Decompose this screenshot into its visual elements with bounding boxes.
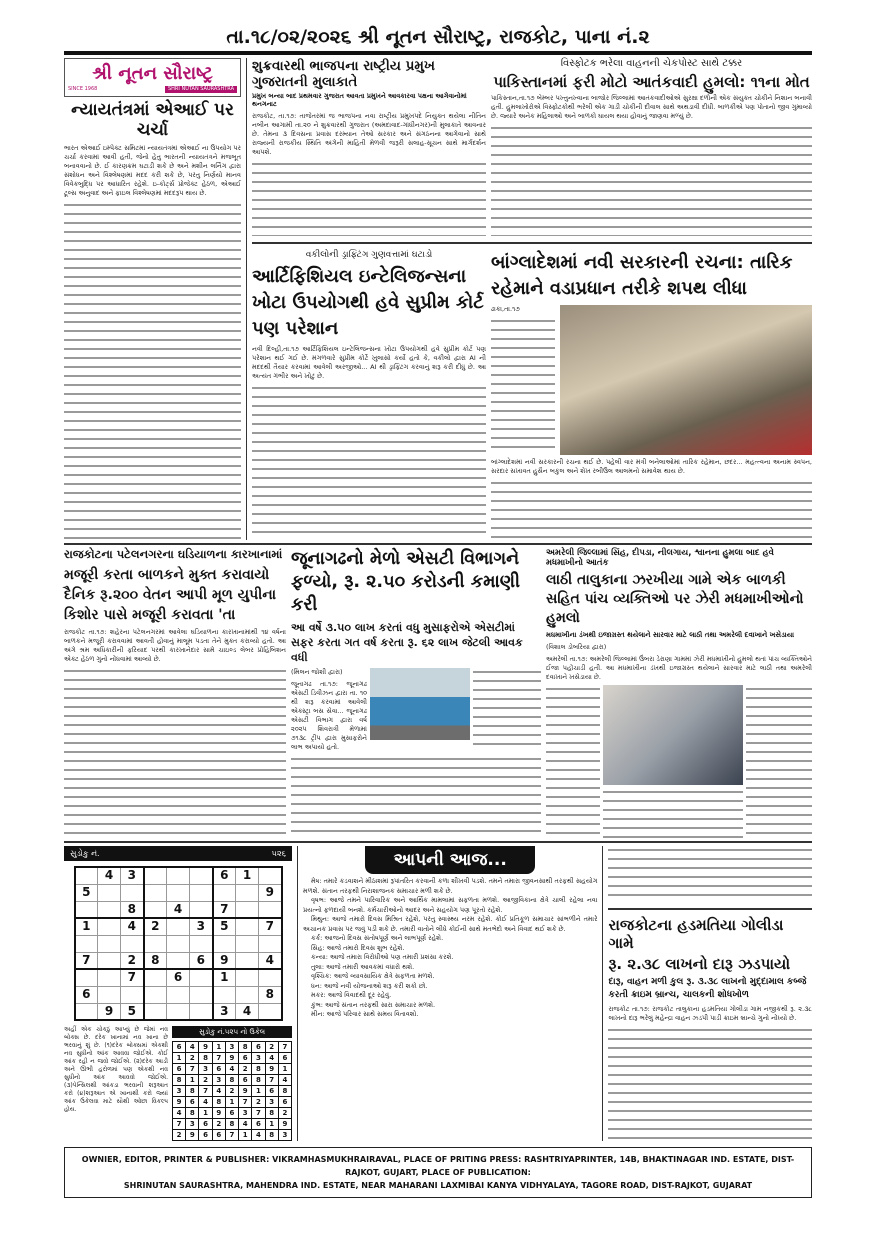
grid-cell: 4 bbox=[98, 867, 121, 884]
grid-cell bbox=[259, 969, 282, 986]
grid-cell: 7 bbox=[212, 1053, 225, 1064]
grid-row bbox=[173, 1130, 292, 1141]
grid-cell: 4 bbox=[225, 1064, 238, 1075]
grid-cell: 8 bbox=[225, 1119, 238, 1130]
grid-cell: 9 bbox=[265, 1064, 278, 1075]
grid-row bbox=[75, 867, 282, 884]
grid-cell: 4 bbox=[236, 1003, 259, 1020]
grid-cell: 3 bbox=[212, 1075, 225, 1086]
subhead-junagadh: આ વર્ષે ૩.૫૦ લાખ કરતાં વધુ મુસાફરોએ એસટીમાં સફર કરતા ગત વર્ષ કરતા રૂ. ૬૨ લાખ જેટલી આવક વધી bbox=[291, 621, 523, 664]
grid-cell: 4 bbox=[121, 918, 144, 935]
grid-cell bbox=[98, 901, 121, 918]
article-ai-court-text bbox=[252, 384, 486, 540]
grid-cell bbox=[144, 867, 167, 884]
article-junagadh-text bbox=[291, 755, 541, 838]
grid-cell: 2 bbox=[144, 918, 167, 935]
article-amreli-text bbox=[546, 685, 600, 838]
grid-cell: 8 bbox=[259, 986, 282, 1003]
horoscope-section bbox=[303, 846, 597, 1141]
grid-cell: 9 bbox=[213, 952, 236, 969]
grid-cell bbox=[190, 1003, 213, 1020]
grid-cell: 3 bbox=[173, 1086, 186, 1097]
article-bangladesh-body: બાંગ્લાદેશમાં નવી સરકારની રચના થઈ છે. પહેલી વાર મંત્રી બનેલાઓમાં તારિક રહેમાન, છદર... મહત્ત્વના અનામ સ્વપન, સરદાર સખાવત હુસૈન બકુલ અને શેખ રબીઉલ આલમનો સમાવેશ થાય છે. bbox=[491, 458, 812, 475]
grid-cell: 9 bbox=[199, 1042, 212, 1053]
grid-cell: 2 bbox=[186, 1053, 199, 1064]
right-block bbox=[252, 58, 812, 540]
grid-cell: 7 bbox=[121, 969, 144, 986]
grid-cell: 2 bbox=[212, 1119, 225, 1130]
child-labour-article bbox=[64, 548, 286, 838]
grid-cell: 6 bbox=[199, 1130, 212, 1141]
kicker-child-labour: રાજકોટના પટેલનગરના ઘડિયાળના કારખાનામાં bbox=[64, 547, 283, 561]
sudoku-number: ૫૨૬ bbox=[271, 849, 286, 858]
bottom-section bbox=[64, 846, 812, 1141]
subhead-amreli: મધમાખીના ડંખથી ઇજાગ્રસ્ત થયેલાને સારવાર માટે લાઠી તથા અમરેલી દવાખાને ખસેડાયા bbox=[546, 631, 795, 640]
grid-cell: 4 bbox=[278, 1075, 291, 1086]
grid-row bbox=[173, 1042, 292, 1053]
grid-cell: 4 bbox=[252, 1130, 265, 1141]
grid-cell: 2 bbox=[199, 1075, 212, 1086]
article-ai-judiciary-text bbox=[64, 201, 241, 540]
grid-cell bbox=[121, 884, 144, 901]
grid-cell bbox=[190, 986, 213, 1003]
grid-cell: 9 bbox=[186, 1130, 199, 1141]
grid-cell bbox=[144, 986, 167, 1003]
grid-cell: 8 bbox=[144, 952, 167, 969]
grid-cell: 4 bbox=[199, 1097, 212, 1108]
grid-cell: 9 bbox=[225, 1053, 238, 1064]
grid-cell: 7 bbox=[278, 1042, 291, 1053]
headline-liquor: રૂ. ૨.૩૮ લાખનો દારૂ ઝડપાયો bbox=[608, 955, 791, 973]
grid-row bbox=[75, 1003, 282, 1020]
article-amreli-below bbox=[603, 788, 743, 838]
bangladesh-oath-photo bbox=[560, 305, 812, 455]
grid-cell bbox=[213, 884, 236, 901]
article-amreli-body: અમરેલી તા.૧૭: અમરેલી જિલ્લામાં ઉંબરા ડેરાણા ગામમાં ઝેરી મધમાખીનો હુમલો થતાં પાંચ વ્યક્તિઓને ઈજા પહોંચાડી હતી. આ મધમાખીના ડંખથી ઇજાગ્રસ્ત થયેલાને સારવાર માટે લાઠી તથા અમરેલી દવાખાને ખસેડાયા છે. bbox=[546, 654, 812, 681]
grid-cell: 1 bbox=[278, 1064, 291, 1075]
grid-cell: 6 bbox=[199, 1119, 212, 1130]
grid-cell: 2 bbox=[225, 1086, 238, 1097]
grid-cell: 3 bbox=[213, 1003, 236, 1020]
grid-cell: 8 bbox=[186, 1086, 199, 1097]
grid-cell: 4 bbox=[212, 1086, 225, 1097]
byline-amreli: (વિશાલ ડોબરિયા દ્વારા) bbox=[546, 642, 607, 651]
headline-pakistan: પાકિસ્તાનમાં ફરી મોટો આતંકવાદી હુમલો: ૧૧ના મોત bbox=[493, 73, 810, 91]
sudoku-section bbox=[64, 846, 292, 1141]
dateline-bangladesh: ઢાકા,તા.૧૭ bbox=[491, 305, 520, 313]
grid-cell bbox=[190, 901, 213, 918]
grid-cell bbox=[167, 986, 190, 1003]
grid-cell: 8 bbox=[212, 1097, 225, 1108]
grid-cell: 1 bbox=[265, 1119, 278, 1130]
grid-row bbox=[75, 901, 282, 918]
horoscope-item: કન્યા: આજે તમારા વિરોધીઓ પણ તમારી પ્રશંસા કરશે. bbox=[311, 953, 454, 961]
horoscope-item: તુલા: આજે તમારી આવકમાં વધારો થશે. bbox=[311, 962, 415, 971]
bangladesh-side bbox=[491, 305, 555, 455]
grid-cell: 8 bbox=[225, 1075, 238, 1086]
grid-cell: 1 bbox=[186, 1075, 199, 1086]
grid-cell bbox=[190, 884, 213, 901]
grid-row bbox=[173, 1064, 292, 1075]
grid-cell bbox=[236, 969, 259, 986]
middle-section bbox=[64, 548, 812, 838]
grid-cell bbox=[259, 935, 282, 952]
grid-cell: 7 bbox=[252, 1108, 265, 1119]
grid-cell: 6 bbox=[212, 1130, 225, 1141]
section-rule bbox=[252, 242, 812, 244]
grid-row bbox=[75, 884, 282, 901]
top-news-row bbox=[252, 58, 812, 236]
grid-cell bbox=[167, 952, 190, 969]
headline-amreli: લાઠી તાલુકાના ઝરખીયા ગામે એક બાળકી સહિત પાંચ વ્યક્તિઓ પર ઝેરી મધમાખીઓનો હુમલો bbox=[546, 572, 804, 627]
grid-cell: 6 bbox=[278, 1053, 291, 1064]
grid-cell: 8 bbox=[265, 1130, 278, 1141]
grid-cell bbox=[75, 901, 98, 918]
grid-cell bbox=[236, 952, 259, 969]
grid-cell: 3 bbox=[278, 1130, 291, 1141]
grid-row bbox=[173, 1053, 292, 1064]
grid-cell: 6 bbox=[190, 952, 213, 969]
article-bjp-text bbox=[252, 160, 486, 236]
grid-cell: 4 bbox=[186, 1042, 199, 1053]
column-divider bbox=[246, 58, 247, 540]
grid-cell: 8 bbox=[252, 1064, 265, 1075]
kicker-pakistan: વિસ્ફોટક ભરેલા વાહનની ચેકપોસ્ટ સાથે ટક્કર bbox=[560, 58, 743, 69]
byline-junagadh: (મિલન જોશી દ્વારા) bbox=[291, 668, 343, 676]
column-divider bbox=[602, 846, 603, 1141]
grid-cell: 3 bbox=[121, 867, 144, 884]
article-junagadh-side bbox=[473, 668, 541, 752]
article-junagadh-body: જૂનાગઢ તા.૧૭: જૂનાગઢ એસટી ડિવીઝન દ્વારા તા. ૧૦ થી શરૂ કરવામાં આવેલી એક્સ્ટ્રા બસ સેવા... જૂનાગઢ એસટી વિભાગ દ્વારા વર્ષ ૨૦૨૫ શિવરાત્રી મેળામાં ૭૧૩૮ ટ્રીપ દ્વારા મુસાફરોને લાભ અપાયો હતો. bbox=[291, 680, 367, 751]
headline-bjp: શુક્રવારથી ભાજપના રાષ્ટ્રીય પ્રમુખ ગુજરાતની મુલાકાતે bbox=[252, 58, 435, 91]
sudoku-grid bbox=[74, 866, 283, 1021]
grid-cell: 3 bbox=[199, 1064, 212, 1075]
sudoku-lower bbox=[64, 1026, 292, 1141]
grid-cell: 7 bbox=[199, 1086, 212, 1097]
article-ai-court-body: નવી દિલ્હી,તા.૧૭ આર્ટિફિશિયલ ઇન્ટેલિજન્સના ખોટા ઉપયોગથી હવે સુપ્રીમ કોર્ટ પણ પરેશાન થઈ ગઈ છે. મંગળવારે સુપ્રીમ કોર્ટે ખુલાસો કર્યો હતો કે, વકીલો દ્વારા AI ની મદદથી તૈયાર કરવામાં આવેલી અરજીઓ... AI થી ડ્રાફ્ટિંગ કરવાનું શરૂ કરી દીધું છે. આ અત્યંત ગંભીર અને ખોટું છે. bbox=[252, 344, 486, 380]
article-liquor-body: રાજકોટ તા.૧૭: રાજકોટ તાલુકાના હડમતિયા ગોલીડા ગામ નજીકથી રૂ. ૨.૩૮ લાખનો દારૂ ભરેલું મહેન્દ્રા વાહન ઝડપી પાડી ક્રાઇમ બ્રાન્ચે ગુનો નોંધ્યો છે. bbox=[608, 1005, 812, 1022]
kicker-ai-court: વકીલોની ડ્રાફ્ટિંગ ગુણવત્તામાં ઘટાડો bbox=[305, 250, 433, 260]
horoscope-list bbox=[303, 877, 597, 1020]
grid-cell bbox=[121, 935, 144, 952]
grid-row bbox=[75, 969, 282, 986]
grid-cell: 2 bbox=[252, 1097, 265, 1108]
horoscope-item: કુંભ: આજે સંતાન તરફથી સારા સમાચાર મળશે. bbox=[311, 1000, 436, 1009]
horoscope-item: વૃશ્ચિક: આજે વ્યાવસાયિક ક્ષેત્રે સફળતા મળશે. bbox=[311, 972, 435, 980]
grid-cell bbox=[98, 918, 121, 935]
grid-cell: 6 bbox=[173, 1064, 186, 1075]
grid-cell bbox=[213, 935, 236, 952]
grid-cell: 1 bbox=[212, 1042, 225, 1053]
grid-cell: 6 bbox=[186, 1097, 199, 1108]
grid-cell bbox=[259, 901, 282, 918]
grid-cell bbox=[236, 901, 259, 918]
sudoku-solution-title: સુડોકુ નં.૫૨૫ નો ઉકેલ bbox=[172, 1026, 292, 1038]
junagadh-article bbox=[291, 548, 541, 838]
grid-cell bbox=[259, 1003, 282, 1020]
article-child-labour-body: રાજકોટ તા.૧૭: શહેરના પટેલનગરમાં આવેલા ઘડિયાળના કારખાનામાંથી ૧૪ વર્ષના બાળકને મજૂરી કરાવવામાં આવતી હોવાનું માલૂમ પડતા તેને મુક્ત કરાવ્યો હતો. આ અંગે શ્રમ અધિકારીની ફરિયાદ પરથી કારખાનેદાર સામે ચાઇલ્ડ લેબર પ્રોહિબિશન એક્ટ હેઠળ ગુનો નોંધવામાં આવ્યો છે. bbox=[64, 627, 286, 663]
grid-cell: 3 bbox=[239, 1108, 252, 1119]
grid-row bbox=[75, 952, 282, 969]
grid-cell bbox=[144, 901, 167, 918]
grid-cell: 6 bbox=[213, 867, 236, 884]
subhead-liquor: દારૂ, વાહન મળી કુલ રૂ. ૩.૩૮ લાખનો મુદ્દામાલ કબ્જે કરતી ક્રાઇમ બ્રાન્ચ, ચાલકની શોધખોળ bbox=[608, 977, 807, 1000]
grid-cell: 7 bbox=[265, 1075, 278, 1086]
grid-cell: 6 bbox=[265, 1086, 278, 1097]
pakistan-article bbox=[491, 58, 812, 236]
grid-cell: 9 bbox=[259, 884, 282, 901]
grid-cell: 2 bbox=[121, 952, 144, 969]
column-divider bbox=[297, 846, 298, 1141]
amreli-article bbox=[546, 548, 812, 838]
bangladesh-photo-row bbox=[491, 305, 812, 455]
grid-cell: 8 bbox=[199, 1053, 212, 1064]
grid-cell bbox=[190, 867, 213, 884]
grid-cell: 2 bbox=[278, 1108, 291, 1119]
grid-row bbox=[173, 1097, 292, 1108]
grid-cell: 4 bbox=[239, 1119, 252, 1130]
grid-cell: 4 bbox=[167, 901, 190, 918]
grid-cell: 6 bbox=[239, 1053, 252, 1064]
article-amreli-side bbox=[746, 685, 813, 838]
grid-cell: 9 bbox=[98, 1003, 121, 1020]
horoscope-item: ધન: આજે નવી યોજનાઓ શરૂ કરી શકો છો. bbox=[311, 981, 428, 990]
grid-cell bbox=[144, 935, 167, 952]
horoscope-title: આપની આજ... bbox=[365, 846, 535, 874]
grid-cell: 7 bbox=[186, 1064, 199, 1075]
article-bjp-body: રાજકોટ, તા.૧૭: તાજેતરમાં જ ભાજપના નવા રાષ્ટ્રીય પ્રમુખપદે નિયુક્ત થયેલા નીતિન નબીન આગામી તા.૨૦ ને શુક્રવારથી ગુજરાત (અમદાવાદ-ગાંધીનગર)ની મુલાકાતે આવનાર છે. તેમના ૩ દિવસના પ્રવાસ દરમ્યાન તેઓ સરકાર અને સંગઠનના આગેવાનો સાથે રાજ્યની રાજકીય સ્થિતિ અંગેની માહિતી મેળવી જરૂરી સલાહ-સૂચન સાથે માર્ગદર્શન આપશે. bbox=[252, 111, 486, 156]
grid-cell bbox=[75, 1003, 98, 1020]
grid-cell: 7 bbox=[225, 1130, 238, 1141]
grid-cell: 7 bbox=[173, 1119, 186, 1130]
newspaper-page bbox=[64, 0, 812, 1218]
grid-cell: 5 bbox=[213, 918, 236, 935]
grid-cell bbox=[236, 884, 259, 901]
horoscope-item: મકર: આજે વિવાદથી દૂર રહેવું. bbox=[311, 991, 392, 999]
grid-cell: 9 bbox=[173, 1097, 186, 1108]
grid-row bbox=[173, 1086, 292, 1097]
grid-cell: 7 bbox=[239, 1097, 252, 1108]
grid-cell: 8 bbox=[173, 1075, 186, 1086]
bjp-article bbox=[252, 58, 486, 236]
imprint-line-1: OWNIER, EDITOR, PRINTER & PUBLISHER: VIKRAMHASMUKHRAIRAVAL, PLACE OF PRITING PRESS: RASHTRIYAPRINTER, 14B, BHAKTINAGAR IND. ESTATE, DIST-RAJKOT, GUJART, PLACE OF PUBLICATION: bbox=[81, 1155, 795, 1177]
ai-court-article bbox=[252, 250, 486, 540]
grid-cell bbox=[144, 1003, 167, 1020]
grid-cell bbox=[75, 867, 98, 884]
grid-cell bbox=[167, 884, 190, 901]
masthead-since: SINCE 1968 bbox=[68, 86, 98, 92]
grid-cell: 6 bbox=[225, 1108, 238, 1119]
article-ai-judiciary-body: ભારત એઆઈ ઇમ્પેક્ટ સમિટમાં ન્યાયતંત્રમાં એઆઈ ના ઉપયોગ પર ચર્ચા કરવામાં આવી હતી, જેનો હેતુ ભારતની ન્યાયતંત્રને મજબૂત બનાવવાનો છે. ઈ કારણક્રમ ઘટાડી શકે છે અને મશીન લર્નિંગ દ્વારા સંશોધન અને વિશ્લેષણમાં મદદ કરી શકે છે, પરંતુ નિર્ણયો માનવ વિવેકબુદ્ધિ પર આધારિત રહેશે. ઇ-કોર્ટ્સ પ્રોજેક્ટ હેઠળ, એઆઈ ટૂલ્સ અનુવાદ અને ફાઇલ વિશ્લેષણમાં મદદરૂપ થાય છે. bbox=[64, 143, 241, 197]
horoscope-item: મિથુન: આજે તમારો દિવસ મિશ્રિત રહેશે, પરંતુ સ્વાસ્થ્ય નરમ રહેશે. કોઈ પ્રતિકૂળ સમાચાર સાંભળીને તમારે અચાનક પ્રવાસ પર જવું પડી શકે છે. તમારી વાતોને લીધે કોઈની સાથે મતભેદો અને વિવાદ થઈ શકે છે. bbox=[303, 915, 598, 933]
grid-cell: 4 bbox=[265, 1053, 278, 1064]
grid-cell: 1 bbox=[213, 969, 236, 986]
grid-cell: 6 bbox=[252, 1042, 265, 1053]
grid-cell bbox=[190, 935, 213, 952]
grid-cell: 4 bbox=[259, 952, 282, 969]
headline-bangladesh: બાંગ્લાદેશમાં નવી સરકારની રચના: તારિક રહેમાને વડાપ્રધાન તરીકે શપથ લીધા bbox=[491, 252, 793, 299]
grid-cell: 7 bbox=[75, 952, 98, 969]
grid-cell: 6 bbox=[167, 969, 190, 986]
section-rule-bottom bbox=[64, 841, 812, 843]
section-rule-middle bbox=[64, 543, 812, 545]
bangladesh-article bbox=[491, 250, 812, 540]
grid-cell: 9 bbox=[239, 1086, 252, 1097]
top-section bbox=[64, 58, 812, 540]
article-pakistan-text bbox=[491, 124, 812, 236]
amreli-hospital-photo bbox=[603, 685, 743, 785]
grid-cell bbox=[167, 867, 190, 884]
grid-cell bbox=[144, 884, 167, 901]
masthead-logo bbox=[64, 58, 241, 97]
masthead-name: શ્રી નૂતન સૌરાષ્ટ્ર bbox=[92, 63, 213, 84]
grid-cell bbox=[236, 986, 259, 1003]
article-liquor-text bbox=[608, 1026, 812, 1141]
headline-child-labour: મજૂરી કરતા બાળકને મુક્ત કરાવાયો દૈનિક રૂ.૨૦૦ વેતન આપી મૂળ યુપીના કિશોર પાસે મજૂરી કરાવતા 'તા bbox=[64, 566, 277, 623]
grid-cell: 7 bbox=[259, 918, 282, 935]
junagadh-side bbox=[291, 668, 367, 752]
junagadh-buses-photo bbox=[370, 668, 470, 740]
grid-cell: 5 bbox=[75, 884, 98, 901]
horoscope-item: સિંહ: આજે તમારો દિવસ શુભ રહેશે. bbox=[311, 943, 405, 952]
amreli-photo-row bbox=[546, 685, 812, 838]
horoscope-item: મેષ: તમારે કડવાશને મીઠાશમાં રૂપાંતરિત કરવાની કળા શીખવી પડશે. તમને તમારા જીવનસાથી તરફથી સહયોગ મળશે. સંતાન તરફથી નિરાશાજનક સમાચાર મળી શકે છે. bbox=[303, 877, 598, 895]
grid-cell: 2 bbox=[239, 1064, 252, 1075]
masthead-meta bbox=[68, 86, 237, 93]
grid-cell: 3 bbox=[190, 918, 213, 935]
kicker-amreli: અમરેલી જિલ્લામાં સિંહ, દીપડા, નીલગાય, શ્વાનના હુમલા બાદ હવે મધમાખીનો આતંક bbox=[546, 548, 774, 569]
grid-cell bbox=[98, 969, 121, 986]
grid-cell: 8 bbox=[278, 1086, 291, 1097]
grid-cell bbox=[98, 935, 121, 952]
grid-cell: 4 bbox=[173, 1108, 186, 1119]
grid-cell bbox=[213, 986, 236, 1003]
subhead-bjp: પ્રમુખ બન્યા બાદ પ્રથમવાર ગુજરાત આવતા પ્રમુખને આવકારવા પક્ષના આગેવાનોમાં થનગનાટ bbox=[252, 92, 467, 109]
grid-cell bbox=[167, 935, 190, 952]
grid-cell bbox=[167, 1003, 190, 1020]
grid-cell: 8 bbox=[239, 1042, 252, 1053]
left-column bbox=[64, 58, 241, 540]
masthead-tag: SHRI NUTAN SAURASHTRA bbox=[165, 86, 237, 93]
grid-cell bbox=[144, 969, 167, 986]
grid-row bbox=[173, 1075, 292, 1086]
grid-cell bbox=[167, 918, 190, 935]
grid-cell bbox=[98, 986, 121, 1003]
grid-cell: 9 bbox=[278, 1119, 291, 1130]
grid-cell: 1 bbox=[225, 1097, 238, 1108]
imprint-footer bbox=[64, 1147, 812, 1198]
article-pakistan-body: પાકિસ્તાન,તા.૧૭ બેમ્બર પખ્તુનખ્વાના બાજોર જિલ્લામાં આતંકવાદીઓએ સુરક્ષા દળોની એક સંયુક્ત ચોકીને નિશાન બનાવી હતી. હુમલાખોરોએ વિસ્ફોટકોથી ભરેલી એક ગાડી ચોકીની દીવાલ સાથે અથડાવી દીધી. બાળકીએ પણ પોતાનો જીવ ગુમાવ્યો છે. જ્યારે અનેક મહિલાઓ અને બાળકો ઘાયલ થયા હોવાનું જાણવા મળ્યું છે. bbox=[491, 94, 812, 120]
grid-row bbox=[173, 1108, 292, 1119]
grid-cell: 5 bbox=[121, 1003, 144, 1020]
headline-junagadh: જૂનાગઢનો મેળો એસટી વિભાગને ફળ્યો, રૂ. ૨.૫૦ કરોડની કમાણી કરી bbox=[291, 549, 520, 615]
page-dateline: તા.૧૮/૦૨/૨૦૨૬ શ્રી નૂતન સૌરાષ્ટ્ર, રાજકોટ, પાના નં.૨ bbox=[226, 26, 650, 48]
article-bangladesh-text bbox=[491, 317, 555, 455]
grid-row bbox=[75, 918, 282, 935]
headline-ai-judiciary: ન્યાયતંત્રમાં એઆઈ પર ચર્ચા bbox=[71, 100, 234, 141]
grid-cell: 6 bbox=[239, 1075, 252, 1086]
grid-cell: 3 bbox=[225, 1042, 238, 1053]
grid-cell: 8 bbox=[252, 1075, 265, 1086]
grid-cell: 1 bbox=[173, 1053, 186, 1064]
sudoku-instructions: અહીં એક ચોકઠું આપ્યું છે જેમાં નવ બોક્સ છે. દરેક ખાનામાં નવ ખાના છે ભરવાનું શું છે. (૧)દરેક બોક્સમાં એકથી નવ સુધીનો આંક આવવા જોઈએ. કોઈ આંક રહી ન જવો જોઈએ. (૨)દરેક આડી અને ઊભી હરોળમાં પણ એકથી નવ સુધીનો આંક આવવો જોઈએ. (૩)પેન્સિલથી આંકડા ભરવાની શરૂઆત કરો (૪)શરૂઆત એ ખાનાથી કરો જ્યાં આંક ઉકેલવા માટે સૌથી ઓછા વિકલ્પ હોય. bbox=[64, 1026, 168, 1113]
headline-ai-court: આર્ટિફિશિયલ ઇન્ટેલિજન્સના ખોટા ઉપયોગથી હવે સુપ્રીમ કોર્ટ પણ પરેશાન bbox=[252, 265, 484, 339]
grid-cell: 9 bbox=[212, 1108, 225, 1119]
junagadh-photo-row bbox=[291, 668, 541, 752]
grid-cell: 8 bbox=[121, 901, 144, 918]
grid-cell: 8 bbox=[186, 1108, 199, 1119]
grid-cell bbox=[75, 935, 98, 952]
mid-news-row bbox=[252, 250, 812, 540]
horoscope-item: મીન: આજે પરિવાર સાથે સમય વિતાવશો. bbox=[311, 1010, 419, 1018]
grid-row bbox=[173, 1119, 292, 1130]
amreli-photo-col bbox=[603, 685, 743, 838]
kicker-liquor: રાજકોટના હડમતિયા ગોલીડા ગામે bbox=[608, 916, 784, 952]
grid-cell: 7 bbox=[213, 901, 236, 918]
right-bottom-column bbox=[608, 846, 812, 1141]
grid-cell: 2 bbox=[265, 1042, 278, 1053]
grid-row bbox=[75, 986, 282, 1003]
horoscope-item: વૃષભ: આજે તમને પારિવારિક અને આર્થિક મામલામાં સફળતા મળશે. આજીવિકાના ક્ષેત્રે ચાલી રહેલા નવા પ્રયત્નો ફળદાયી બનશે. કર્મચારીઓનો આદર અને સહયોગ પણ પૂરતો રહેશે. bbox=[303, 896, 598, 914]
grid-cell bbox=[98, 884, 121, 901]
grid-cell: 1 bbox=[252, 1086, 265, 1097]
grid-cell: 6 bbox=[75, 986, 98, 1003]
grid-cell: 1 bbox=[236, 867, 259, 884]
grid-cell bbox=[98, 952, 121, 969]
grid-cell: 3 bbox=[252, 1053, 265, 1064]
grid-cell bbox=[190, 969, 213, 986]
article-child-labour-text bbox=[64, 667, 286, 838]
grid-cell bbox=[121, 986, 144, 1003]
sudoku-header bbox=[64, 846, 292, 861]
grid-cell: 1 bbox=[75, 918, 98, 935]
grid-cell: 2 bbox=[173, 1130, 186, 1141]
grid-row bbox=[75, 935, 282, 952]
grid-cell: 3 bbox=[265, 1097, 278, 1108]
section-rule-liquor bbox=[608, 908, 812, 910]
grid-cell: 6 bbox=[278, 1097, 291, 1108]
grid-cell bbox=[75, 969, 98, 986]
grid-cell bbox=[236, 918, 259, 935]
grid-cell: 6 bbox=[212, 1064, 225, 1075]
sudoku-solution-grid bbox=[172, 1041, 292, 1141]
grid-cell: 1 bbox=[239, 1130, 252, 1141]
article-bangladesh-more bbox=[491, 479, 812, 540]
grid-cell: 6 bbox=[173, 1042, 186, 1053]
sudoku-title: સુડોકુ નં. bbox=[70, 849, 100, 858]
grid-cell: 6 bbox=[252, 1119, 265, 1130]
grid-cell bbox=[236, 935, 259, 952]
horoscope-item: કર્ક: આજનો દિવસ સંતોષપૂર્ણ અને લાભપૂર્ણ રહેશે. bbox=[311, 934, 444, 942]
grid-cell: 3 bbox=[186, 1119, 199, 1130]
header-rule bbox=[64, 51, 812, 55]
grid-cell: 8 bbox=[265, 1108, 278, 1119]
grid-cell: 1 bbox=[199, 1108, 212, 1119]
article-amreli-continued bbox=[608, 846, 812, 902]
imprint-line-2: SHRINUTAN SAURASHTRA, MAHENDRA IND. ESTATE, NEAR MAHARANI LAXMIBAI KANYA VIDHYALAYA, TAGORE ROAD, DIST-RAJKOT, GUJARAT bbox=[123, 1181, 753, 1190]
sudoku-solution bbox=[172, 1026, 292, 1141]
grid-cell bbox=[259, 867, 282, 884]
